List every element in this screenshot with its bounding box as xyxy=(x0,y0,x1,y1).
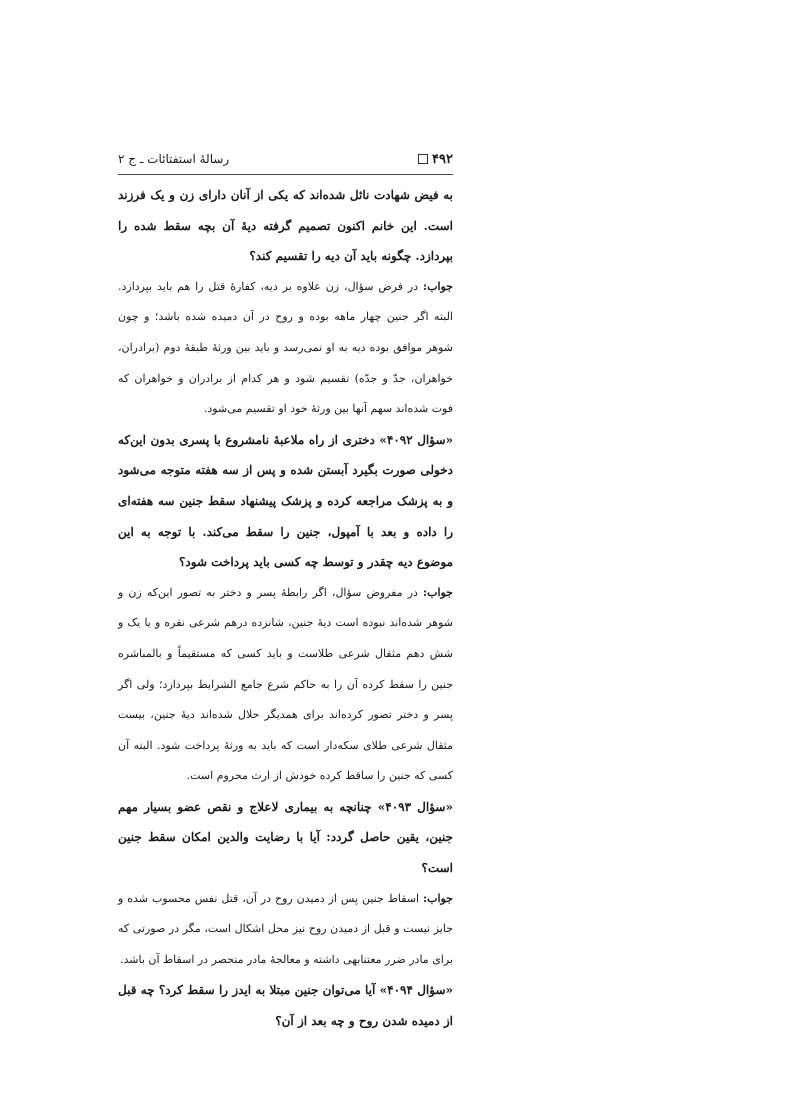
answer-paragraph xyxy=(118,578,453,792)
page-number: ۴۹۲ xyxy=(432,151,453,167)
answer-label: جواب: xyxy=(423,585,453,599)
question-paragraph: «سؤال ۴۰۹۲» دختری از راه ملاعبهٔ نامشروع با پسری بدون این‌که دخولی صورت بگیرد آبستن شده و پس از سه هفته متوجه می‌شود و به پزشک مراجعه کرده و پزشک پیشنهاد سقط جنین سه هفته‌ای را داده و بعد با آمپول، جنین را سقط می‌کند. با توجه به این موضوع دیه چقدر و توسط چه کسی باید پرداخت شود؟ xyxy=(118,432,453,570)
page-body xyxy=(118,180,453,1037)
answer-text: در فرض سؤال، زن علاوه بر دیه، کفارهٔ قتل را هم باید بپردازد. البته اگر جنین چهار ماهه بوده و روح در آن دمیده شده باشد؛ و چون شوهر موافق بوده دیه به او نمی‌رسد و باید بین ورثهٔ طبقهٔ دوم (برادران، خواهران، جدّ و جدّه) تقسیم شود و هر کدام از برادران و خواهران که فوت شده‌اند سهم آنها بین ورثهٔ خود او تقسیم می‌شود. xyxy=(118,279,453,416)
answer-text: اسقاط جنین پس از دمیدن روح در آن، قتل نفس محسوب شده و جایز نیست و قبل از دمیدن روح نیز محل اشکال است، مگر در صورتی که برای مادر ضرر معتنابهی داشته و معالجهٔ مادر منحصر در اسقاط آن باشد. xyxy=(118,891,453,966)
square-icon xyxy=(418,154,428,164)
question-paragraph: «سؤال ۴۰۹۴» آیا می‌توان جنین مبتلا به ایدز را سقط کرد؟ چه قبل از دمیده شدن روح و چه بعد از آن؟ xyxy=(118,983,454,1029)
question-paragraph: «سؤال ۴۰۹۳» چنانچه به بیماری لاعلاج و نقص عضو بسیار مهم جنین، یقین حاصل گردد: آیا با رضایت والدین امکان سقط جنین است؟ xyxy=(118,799,453,876)
answer-text: در مفروض سؤال، اگر رابطهٔ پسر و دختر به تصور این‌که زن و شوهر شده‌اند نبوده است دیهٔ جنین، شانزده درهم شرعی نقره و یا یک و شش دهم مثقال شرعی طلاست و باید کسی که مستقیماً و بالمباشره جنین را سقط کرده آن را به حاکم شرع جامع الشرایط بپردازد؛ ولی اگر پسر و دختر تصور کرده‌اند برای همدیگر حلال شده‌اند دیهٔ جنین، بیست مثقال شرعی طلای سکه‌دار است که باید به ورثهٔ پرداخت شود. البته آن کسی که جنین را ساقط کرده خودش از ارث محروم است. xyxy=(118,585,453,783)
page-header xyxy=(118,148,453,170)
answer-paragraph xyxy=(118,884,453,976)
page-number-block xyxy=(418,152,453,167)
question-paragraph: به فیض شهادت نائل شده‌اند که یکی از آنان دارای زن و یک فرزند است. این خانم اکنون تصمیم گرفته دیهٔ آن بچه سقط شده را بپردازد. چگونه باید آن دیه را تقسیم کند؟ xyxy=(118,188,453,264)
book-title: رسالهٔ استفتائات ـ ج ۲ xyxy=(118,152,230,166)
answer-paragraph xyxy=(118,272,453,425)
answer-label: جواب: xyxy=(423,279,453,293)
answer-label: جواب: xyxy=(423,891,453,905)
header-divider xyxy=(118,174,453,175)
